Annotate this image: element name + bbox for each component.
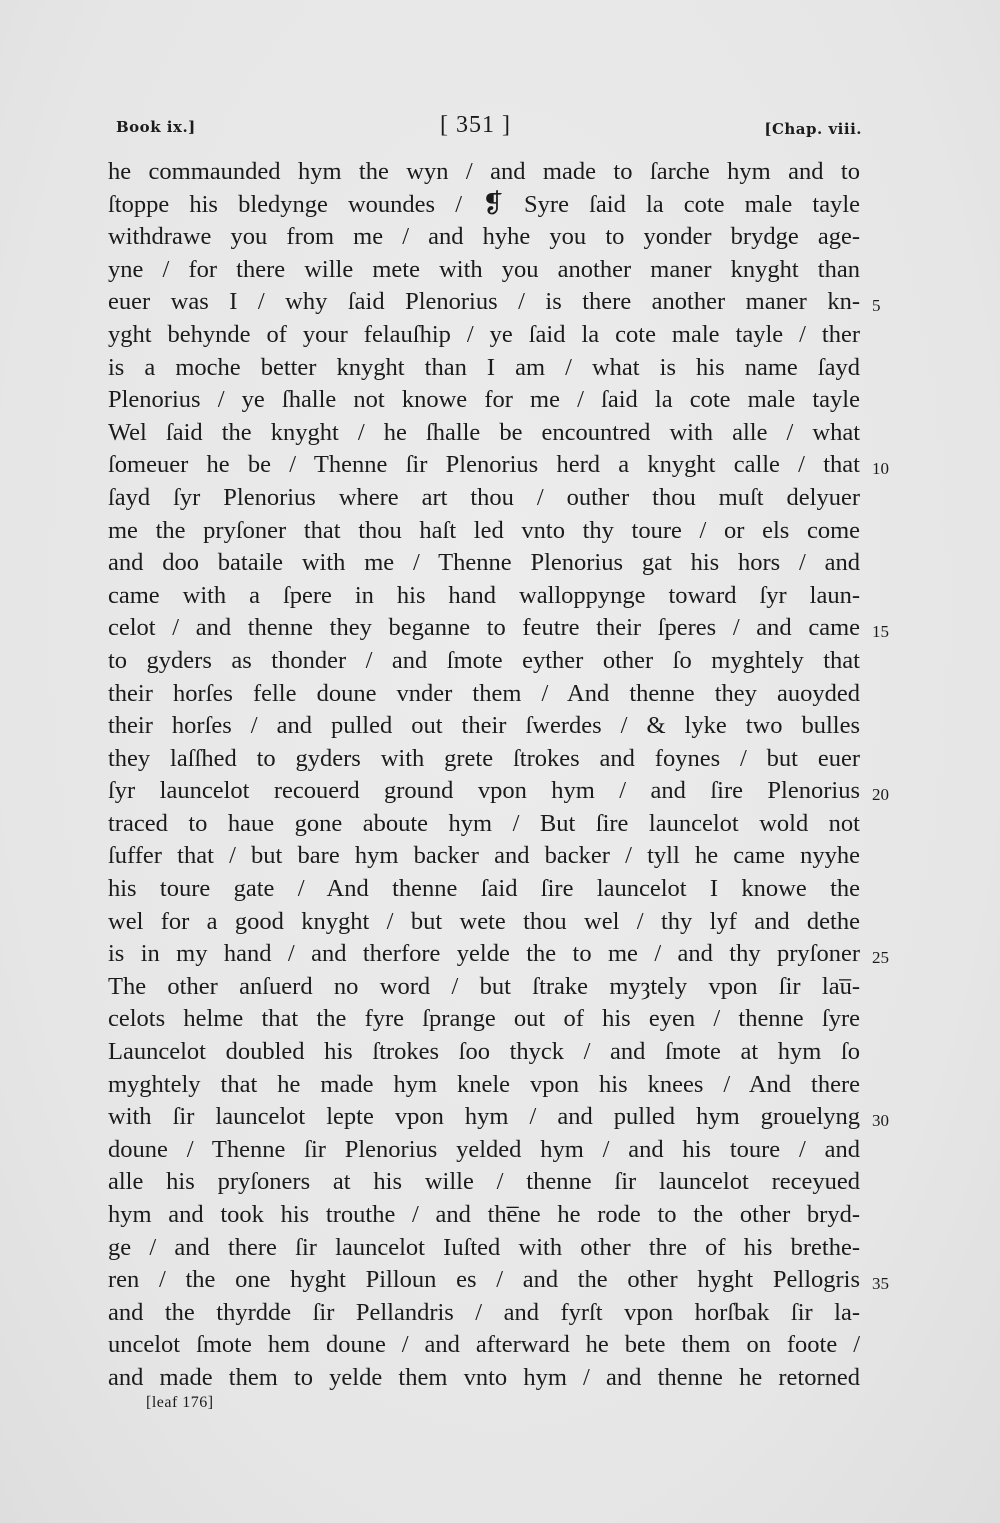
- body-text: [108, 156, 889, 1395]
- text-line: [108, 417, 860, 450]
- line-text: with ſir launcelot lepte vpon hym / and pulled hym grouelyng: [108, 1103, 860, 1131]
- line-text: Launcelot doubled his ſtrokes ſoo thyck / and ſmote at hym ſo: [108, 1038, 860, 1066]
- line-text: Plenorius / ye ſhalle not knowe for me / ſaid la cote male tayle: [108, 386, 860, 414]
- text-line: [108, 449, 889, 482]
- text-line: [108, 580, 860, 613]
- line-text: and made them to yelde them vnto hym / and thenne he retorned: [108, 1363, 860, 1391]
- text-line: [108, 547, 860, 580]
- line-text: their horſes / and pulled out their ſwerdes / & lyke two bulles: [108, 712, 860, 740]
- text-line: [108, 1264, 889, 1297]
- line-text: ſomeuer he be / Thenne ſir Plenorius herd a knyght calle / that: [108, 451, 860, 479]
- line-text: to gyders as thonder / and ſmote eyther other ſo myghtely that: [108, 646, 860, 674]
- text-line: [108, 710, 860, 743]
- line-text: alle his pryſoners at his wille / thenne ſir launcelot receyued: [108, 1168, 860, 1196]
- line-text: ren / the one hyght Pilloun es / and the other hyght Pellogris: [108, 1266, 860, 1294]
- text-line: [108, 482, 860, 515]
- text-line: [108, 515, 860, 548]
- text-line: [108, 1362, 860, 1395]
- line-text: celots helme that the fyre ſprange out of his eyen / thenne ſyre: [108, 1005, 860, 1033]
- text-line: [108, 906, 860, 939]
- line-number: 35: [872, 1274, 889, 1294]
- line-number: 20: [872, 785, 889, 805]
- line-text: yght behynde of your felauſhip / ye ſaid la cote male tayle / ther: [108, 320, 860, 348]
- line-text: celot / and thenne they beganne to feutre their ſperes / and came: [108, 614, 860, 642]
- line-text: [108, 189, 860, 222]
- line-text: and doo bataile with me / Thenne Plenorius gat his hors / and: [108, 549, 860, 577]
- text-line: [108, 254, 860, 287]
- line-text: and the thyrdde ſir Pellandris / and fyrſt vpon horſbak ſir la-: [108, 1298, 860, 1326]
- line-text: euer was I / why ſaid Plenorius / is there another maner kn-: [108, 288, 860, 316]
- line-text: he commaunded hym the wyn / and made to ſarche hym and to: [108, 158, 860, 185]
- line-number: 30: [872, 1111, 889, 1131]
- running-head: [0, 112, 1000, 146]
- line-text: ſyr launcelot recouerd ground vpon hym / and ſire Plenorius: [108, 777, 860, 805]
- line-text: me the pryſoner that thou haſt led vnto thy toure / or els come: [108, 516, 860, 544]
- page-number: [ 351 ]: [440, 112, 511, 138]
- line-text: traced to haue gone aboute hym / But ſire launcelot wold not: [108, 809, 860, 837]
- text-line: [108, 840, 860, 873]
- line-text: is a moche better knyght than I am / what is his name ſayd: [108, 353, 860, 381]
- line-text-after: Syre ſaid la cote male tayle: [503, 190, 860, 218]
- line-text: ſayd ſyr Plenorius where art thou / outher thou muſt delyuer: [108, 483, 860, 511]
- text-line: [108, 1003, 860, 1036]
- text-line: [108, 1036, 860, 1069]
- text-line: [108, 1101, 889, 1134]
- text-line: [108, 189, 860, 222]
- text-line: [108, 1166, 860, 1199]
- text-line: [108, 873, 860, 906]
- text-line: [108, 678, 860, 711]
- line-number: 10: [872, 459, 889, 479]
- book-number: Book ix.]: [116, 118, 196, 136]
- text-line: [108, 743, 860, 776]
- line-text: myghtely that he made hym knele vpon his knees / And there: [108, 1070, 860, 1098]
- line-text: ſuffer that / but bare hym backer and backer / tyll he came nyyhe: [108, 842, 860, 870]
- leaf-reference: [leaf 176]: [146, 1394, 214, 1411]
- text-line: [108, 319, 860, 352]
- line-text: they laſſhed to gyders with grete ſtrokes and foynes / but euer: [108, 744, 860, 772]
- line-text: Wel ſaid the knyght / he ſhalle be encountred with alle / what: [108, 418, 860, 446]
- line-text: uncelot ſmote hem doune / and afterward he bete them on foote /: [108, 1331, 860, 1359]
- line-text: yne / for there wille mete with you another maner knyght than: [108, 255, 860, 283]
- line-number: 15: [872, 622, 889, 642]
- text-line: [108, 1199, 860, 1232]
- line-number: 25: [872, 948, 889, 968]
- text-line: [108, 808, 860, 841]
- line-text: wel for a good knyght / but wete thou wel / thy lyf and dethe: [108, 907, 860, 935]
- text-line: [108, 1232, 860, 1265]
- text-line: [108, 384, 860, 417]
- text-line: [108, 645, 860, 678]
- text-line: [108, 1297, 860, 1330]
- text-line: [108, 352, 860, 385]
- text-line: [108, 971, 860, 1004]
- chapter-number: [Chap. viii.: [764, 120, 862, 138]
- line-text-before: ſtoppe his bledynge woundes /: [108, 190, 483, 218]
- text-line: [108, 938, 889, 971]
- text-line: [108, 1329, 860, 1362]
- line-text: his toure gate / And thenne ſaid ſire launcelot I knowe the: [108, 875, 860, 903]
- line-text: The other anſuerd no word / but ſtrake myȝtely vpon ſir lau̅-: [108, 972, 860, 1000]
- paragraph-mark-icon: ❡: [482, 188, 504, 219]
- line-text: hym and took his trouthe / and the̅ne he rode to the other bryd-: [108, 1201, 860, 1228]
- line-text: withdrawe you from me / and hyhe you to yonder brydge age-: [108, 223, 860, 251]
- text-line: [108, 1134, 860, 1167]
- line-text: is in my hand / and therfore yelde the to me / and thy pryſoner: [108, 940, 860, 968]
- line-text: came with a ſpere in his hand walloppynge toward ſyr laun-: [108, 581, 860, 609]
- text-line: [108, 286, 881, 319]
- text-line: [108, 1069, 860, 1102]
- line-text: doune / Thenne ſir Plenorius yelded hym / and his toure / and: [108, 1135, 860, 1163]
- line-number: 5: [872, 296, 881, 316]
- line-text: their horſes felle doune vnder them / And thenne they auoyded: [108, 679, 860, 707]
- text-line: [108, 775, 889, 808]
- text-line: [108, 221, 860, 254]
- text-line: [108, 156, 860, 189]
- text-line: [108, 612, 889, 645]
- line-text: ge / and there ſir launcelot Iuſted with other thre of his brethe-: [108, 1233, 860, 1261]
